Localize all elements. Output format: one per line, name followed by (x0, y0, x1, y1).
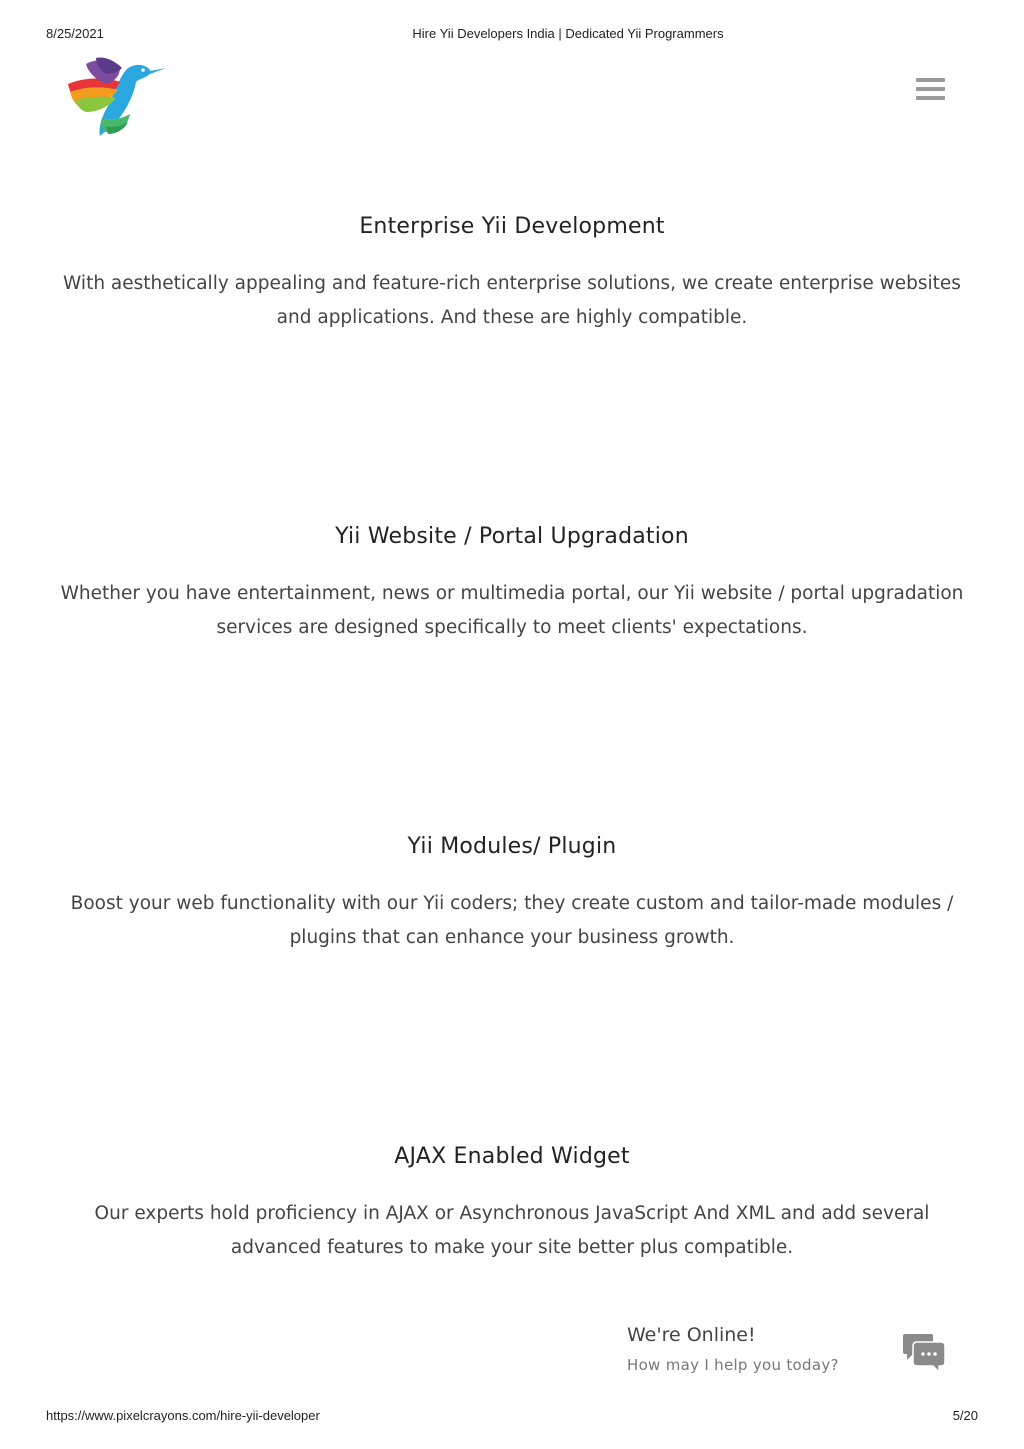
print-url: https://www.pixelcrayons.com/hire-yii-developer (46, 1408, 320, 1423)
service-title: Yii Website / Portal Upgradation (335, 524, 689, 549)
hamburger-menu-icon[interactable] (912, 78, 948, 108)
service-ajax-widget (60, 1143, 964, 1265)
service-title: Enterprise Yii Development (359, 214, 665, 239)
service-modules-plugin (60, 833, 964, 955)
chat-bubbles-icon[interactable] (903, 1332, 945, 1372)
service-description: Boost your web functionality with our Yii coders; they create custom and tailor-made modules / plugins that can enhance your business growth. (70, 893, 954, 948)
print-footer (0, 1406, 1024, 1426)
menu-bar (916, 78, 945, 82)
print-date: 8/25/2021 (46, 26, 104, 41)
site-logo[interactable] (64, 54, 344, 144)
service-title: Yii Modules/ Plugin (407, 834, 617, 859)
menu-bar (916, 96, 945, 100)
service-description: Whether you have entertainment, news or multimedia portal, our Yii website / portal upgradation services are designed specifically to meet clients' expectations. (60, 583, 964, 638)
menu-bar (916, 87, 945, 91)
service-enterprise-yii (60, 213, 964, 335)
chat-widget[interactable] (627, 1324, 967, 1384)
hummingbird-logo-icon (64, 54, 344, 144)
print-page-number: 5/20 (952, 1408, 978, 1423)
chat-title: We're Online! (627, 1324, 756, 1346)
service-portal-upgradation (60, 523, 964, 645)
service-description: Our experts hold proficiency in AJAX or Asynchronous JavaScript And XML and add several advanced features to make your site better plus compatible. (94, 1203, 930, 1258)
print-header (0, 24, 1024, 44)
print-title: Hire Yii Developers India | Dedicated Yii Programmers (412, 26, 724, 41)
service-description: With aesthetically appealing and feature-rich enterprise solutions, we create enterprise websites and applications. And these are highly compatible. (63, 273, 961, 328)
chat-subtitle: How may I help you today? (627, 1356, 839, 1374)
service-title: AJAX Enabled Widget (394, 1144, 630, 1169)
